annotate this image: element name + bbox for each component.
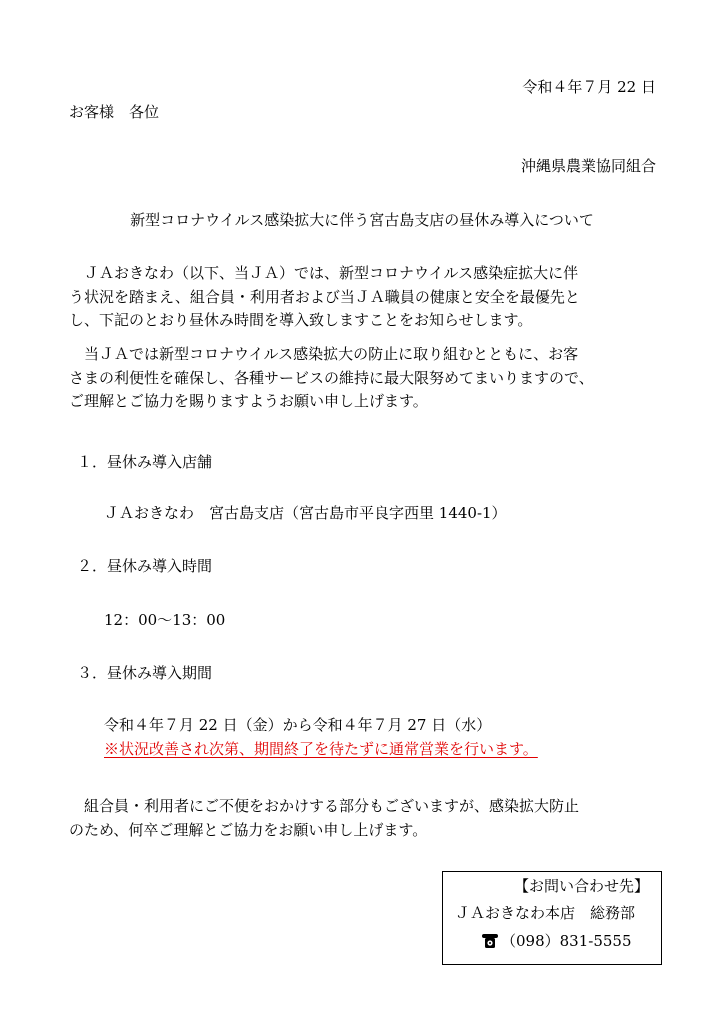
section-heading-time: ２．昼休み導入時間 <box>77 557 213 575</box>
document-date: 令和４年７月 22 日 <box>522 78 656 96</box>
contact-phone: （098）831-5555 <box>501 932 632 950</box>
text-line: し、下記のとおり昼休み時間を導入致しますことをお知らせします。 <box>69 311 533 329</box>
telephone-icon <box>481 933 499 955</box>
text-line: 組合員・利用者にご不便をおかけする部分もございますが、感染拡大防止 <box>69 797 580 815</box>
contact-name: ＪＡおきなわ本店 総務部 <box>455 904 636 922</box>
section-value-store: ＪＡおきなわ 宮古島支店（宮古島市平良字西里 1440-1） <box>104 504 507 522</box>
text-line: う状況を踏まえ、組合員・利用者および当ＪＡ職員の健康と安全を最優先と <box>69 287 580 306</box>
closing-paragraph <box>69 795 659 842</box>
contact-phone-line <box>481 930 632 955</box>
intro-paragraph-2 <box>69 343 659 414</box>
contact-box <box>442 871 662 965</box>
contact-heading: 【お問い合わせ先】 <box>513 877 649 895</box>
period-note: ※状況改善され次第、期間終了を待たずに通常営業を行います。 <box>104 740 538 758</box>
document-title: 新型コロナウイルス感染拡大に伴う宮古島支店の昼休み導入について <box>130 211 594 229</box>
addressee: お客様 各位 <box>69 103 160 121</box>
sender-organization: 沖縄県農業協同組合 <box>520 157 656 175</box>
text-line: 当ＪＡでは新型コロナウイルス感染拡大の防止に取り組むとともに、お客 <box>69 345 579 363</box>
section-value-time: 12：00～13：00 <box>104 611 226 629</box>
text-line: ご理解とご協力を賜りますようお願い申し上げます。 <box>69 392 428 410</box>
text-line: さまの利便性を確保し、各種サービスの維持に最大限努めてまいりますので、 <box>69 368 594 387</box>
text-line: ＪＡおきなわ（以下、当ＪＡ）では、新型コロナウイルス感染症拡大に伴 <box>69 264 579 282</box>
section-value-period: 令和４年７月 22 日（金）から令和４年７月 27 日（水） <box>104 716 492 734</box>
section-heading-store: １．昼休み導入店舗 <box>77 453 213 471</box>
intro-paragraph-1 <box>69 262 659 333</box>
text-line: のため、何卒ご理解とご協力をお願い申し上げます。 <box>69 820 428 839</box>
section-heading-period: ３．昼休み導入期間 <box>77 664 213 682</box>
